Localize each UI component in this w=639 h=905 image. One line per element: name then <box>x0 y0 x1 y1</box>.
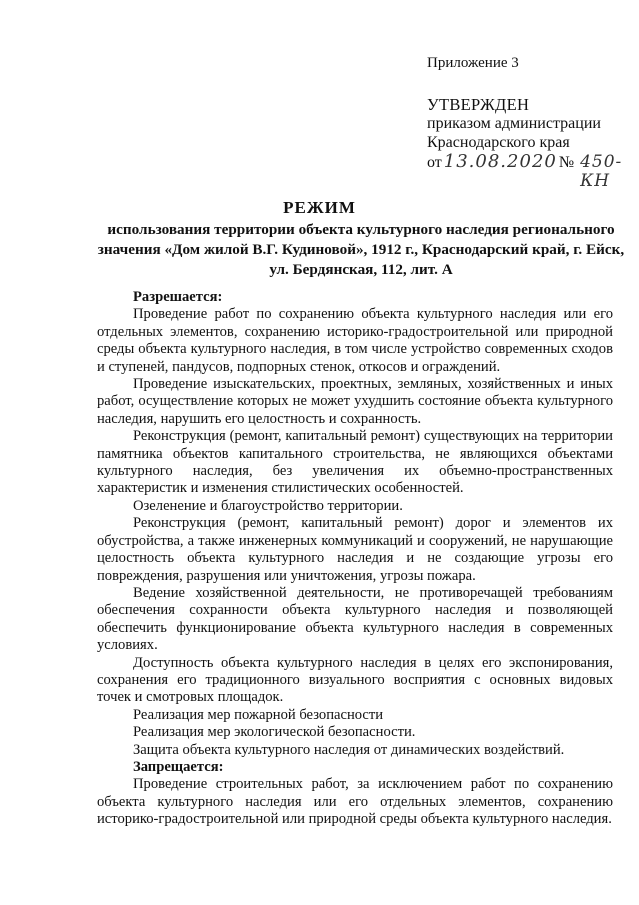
allowed-item: Реконструкция (ремонт, капитальный ремонт) дорог и элементов их обустройства, а также инженерных коммуникаций и сооружений, не нарушающие целостность объекта культурного наследия и не создающие угрозы его повреждения, разрушения или уничтожения, угрозы пожара. <box>97 515 613 584</box>
allowed-item: Озеленение и благоустройство территории. <box>133 497 403 514</box>
number-prefix: № <box>558 154 575 171</box>
allowed-item: Проведение изыскательских, проектных, земляных, хозяйственных и иных работ, осуществление которых не может ухудшить состояние объекта культурного наследия, нарушить его целостность и сохранность. <box>97 376 613 427</box>
allowed-item: Реализация мер пожарной безопасности <box>133 706 384 723</box>
approval-line-1: приказом администрации <box>427 115 601 132</box>
approved-title: УТВЕРЖДЕН <box>427 95 530 114</box>
allowed-item: Доступность объекта культурного наследия в целях его экспонирования, сохранения его традиционного визуального восприятия с основных видовых точек и смотровых площадок. <box>97 654 613 706</box>
document-title: РЕЖИМ <box>283 198 356 217</box>
document-body <box>97 289 613 829</box>
allowed-item: Проведение работ по сохранению объекта культурного наследия или его отдельных элементов, сохранению историко-градостроительной или природной среды объекта культурного наследия, в том числе устройство современных сходов и ступеней, пандусов, подпорных стенок, откосов и ограждений. <box>97 306 613 375</box>
allowed-item: Реализация мер экологической безопасности. <box>133 724 416 741</box>
allowed-item: Реконструкция (ремонт, капитальный ремонт) существующих на территории памятника объектов капитального строительства, не являющихся объектами культурного наследия, без увеличения их объемно-пространственных характеристик и изменения стилистических особенностей. <box>97 428 613 497</box>
from-prefix: от <box>427 154 442 171</box>
allowed-item: Ведение хозяйственной деятельности, не противоречащей требованиям обеспечения сохранности объекта культурного наследия и позволяющей обеспечить функционирование объекта культурного наследия в современных условиях. <box>97 584 613 654</box>
allowed-item: Защита объекта культурного наследия от динамических воздействий. <box>133 741 565 758</box>
document-subtitle: использования территории объекта культурного наследия регионального значения «Дом жилой В.Г. Кудиновой», 1912 г., Краснодарский край, г. Ейск, ул. Бердянская, 112, лит. А <box>97 221 625 278</box>
approval-date-number <box>427 152 639 191</box>
allowed-heading: Разрешается: <box>133 289 223 305</box>
approval-block <box>427 95 639 191</box>
forbidden-item: Проведение строительных работ, за исключением работ по сохранению объекта культурного наследия или его отдельных элементов, сохранению историко-градостроительной или природной среды объекта культурного наследия. <box>97 776 613 828</box>
appendix-label: Приложение 3 <box>427 55 519 71</box>
forbidden-heading: Запрещается: <box>133 758 224 775</box>
handwritten-number: 450-КН <box>580 152 623 191</box>
approval-line-2: Краснодарского края <box>427 134 570 151</box>
handwritten-date: 13.08.2020 <box>443 151 557 172</box>
